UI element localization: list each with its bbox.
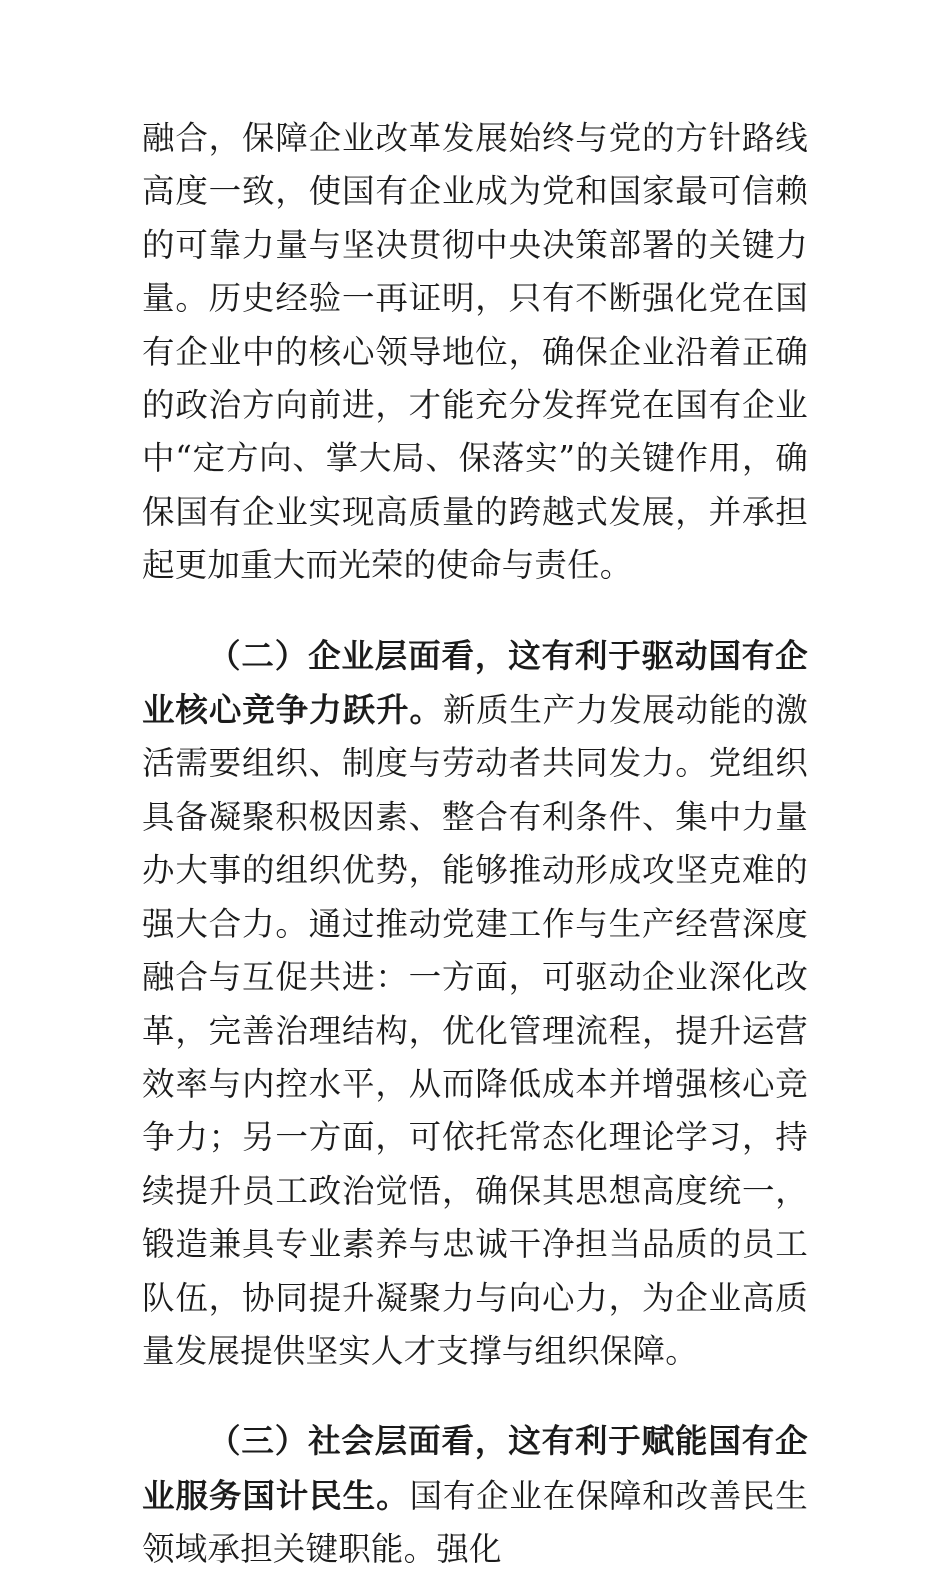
section-two-heading: （二）企业层面看，这有利于驱动国有企业核心竞争力跃升。 (142, 635, 808, 730)
section-three-heading: （三）社会层面看，这有利于赋能国有企业服务国计民生。 (142, 1421, 808, 1515)
paragraph-continuation-text: 融合，保障企业改革发展始终与党的方针路线高度一致，使国有企业成为党和国家最可信赖的可靠力量与坚决贯彻中央决策部署的关键力量。历史经验一再证明，只有不断强化党在国有企业中的核心领导地位，确保企业沿着正确的政治方向前进，才能充分发挥党在国有企业中“定方向、掌大局、保落实”的关键作用，确保国有企业实现高质量的跨越式发展，并承担起更加重大而光荣的使命与责任。 (142, 119, 808, 585)
document-text-column (142, 112, 808, 1577)
section-three-body: 国有企业在保障和改善民生领域承担关键职能。强化 (142, 1476, 808, 1569)
paragraph-continuation (142, 112, 808, 593)
section-two-body: 新质生产力发展动能的激活需要组织、制度与劳动者共同发力。党组织具备凝聚积极因素、整合有利条件、集中力量办大事的组织优势，能够推动形成攻坚克难的强大合力。通过推动党建工作与生产经营深度融合与互促共进：一方面，可驱动企业深化改革，完善治理结构，优化管理流程，提升运营效率与内控水平，从而降低成本并增强核心竞争力；另一方面，可依托常态化理论学习，持续提升员工政治觉悟，确保其思想高度统一，锻造兼具专业素养与忠诚干净担当品质的员工队伍，协同提升凝聚力与向心力，为企业高质量发展提供坚实人才支撑与组织保障。 (142, 691, 808, 1370)
section-two-paragraph (142, 629, 808, 1379)
section-three-paragraph (142, 1414, 808, 1576)
